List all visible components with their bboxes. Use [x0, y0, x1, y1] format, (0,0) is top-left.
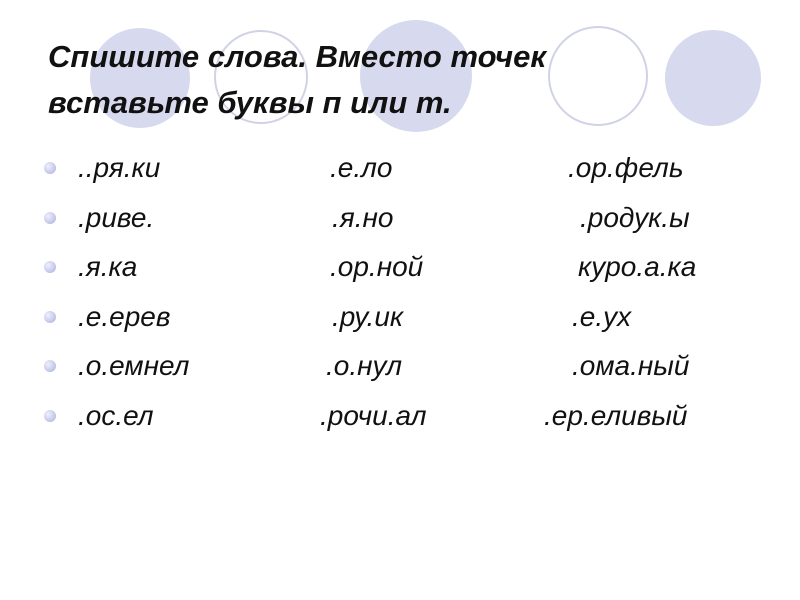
word-col-3: .ор.фель — [568, 152, 684, 183]
word-col-1: .о.емнел — [78, 350, 190, 381]
list-item — [0, 146, 800, 196]
bullet-icon — [44, 162, 56, 174]
word-col-3: .родук.ы — [580, 201, 690, 233]
list-item — [0, 245, 800, 295]
bullet-icon — [44, 360, 56, 372]
word-col-2: .я.но — [332, 201, 394, 233]
word-col-1: .риве. — [78, 201, 155, 233]
slide-title — [48, 34, 748, 126]
word-col-3: .е.ух — [572, 300, 632, 332]
bullet-icon — [44, 212, 56, 224]
list-item — [0, 394, 800, 444]
bullet-icon — [44, 311, 56, 323]
word-col-1: .ос.ел — [78, 399, 154, 431]
word-col-2: .рочи.ал — [320, 399, 427, 431]
word-col-1: ..ря.ки — [78, 152, 161, 183]
list-item — [0, 196, 800, 246]
word-col-2: .о.нул — [326, 350, 403, 381]
word-list — [0, 146, 800, 443]
word-col-3: .ома.ный — [572, 350, 690, 381]
word-col-2: .е.ло — [330, 152, 393, 183]
bullet-icon — [44, 410, 56, 422]
word-col-1: .е.ерев — [78, 300, 171, 332]
word-col-2: .ор.ной — [330, 251, 424, 282]
title-line-2: вставьте буквы п или т. — [48, 85, 452, 120]
bullet-icon — [44, 261, 56, 273]
list-item — [0, 295, 800, 345]
word-col-3: куро.а.ка — [578, 251, 697, 282]
word-col-1: .я.ка — [78, 251, 138, 282]
title-line-1: Спишите слова. Вместо точек — [48, 39, 547, 74]
list-item — [0, 344, 800, 394]
word-col-2: .ру.ик — [332, 300, 404, 332]
word-col-3: .ер.еливый — [544, 399, 688, 431]
